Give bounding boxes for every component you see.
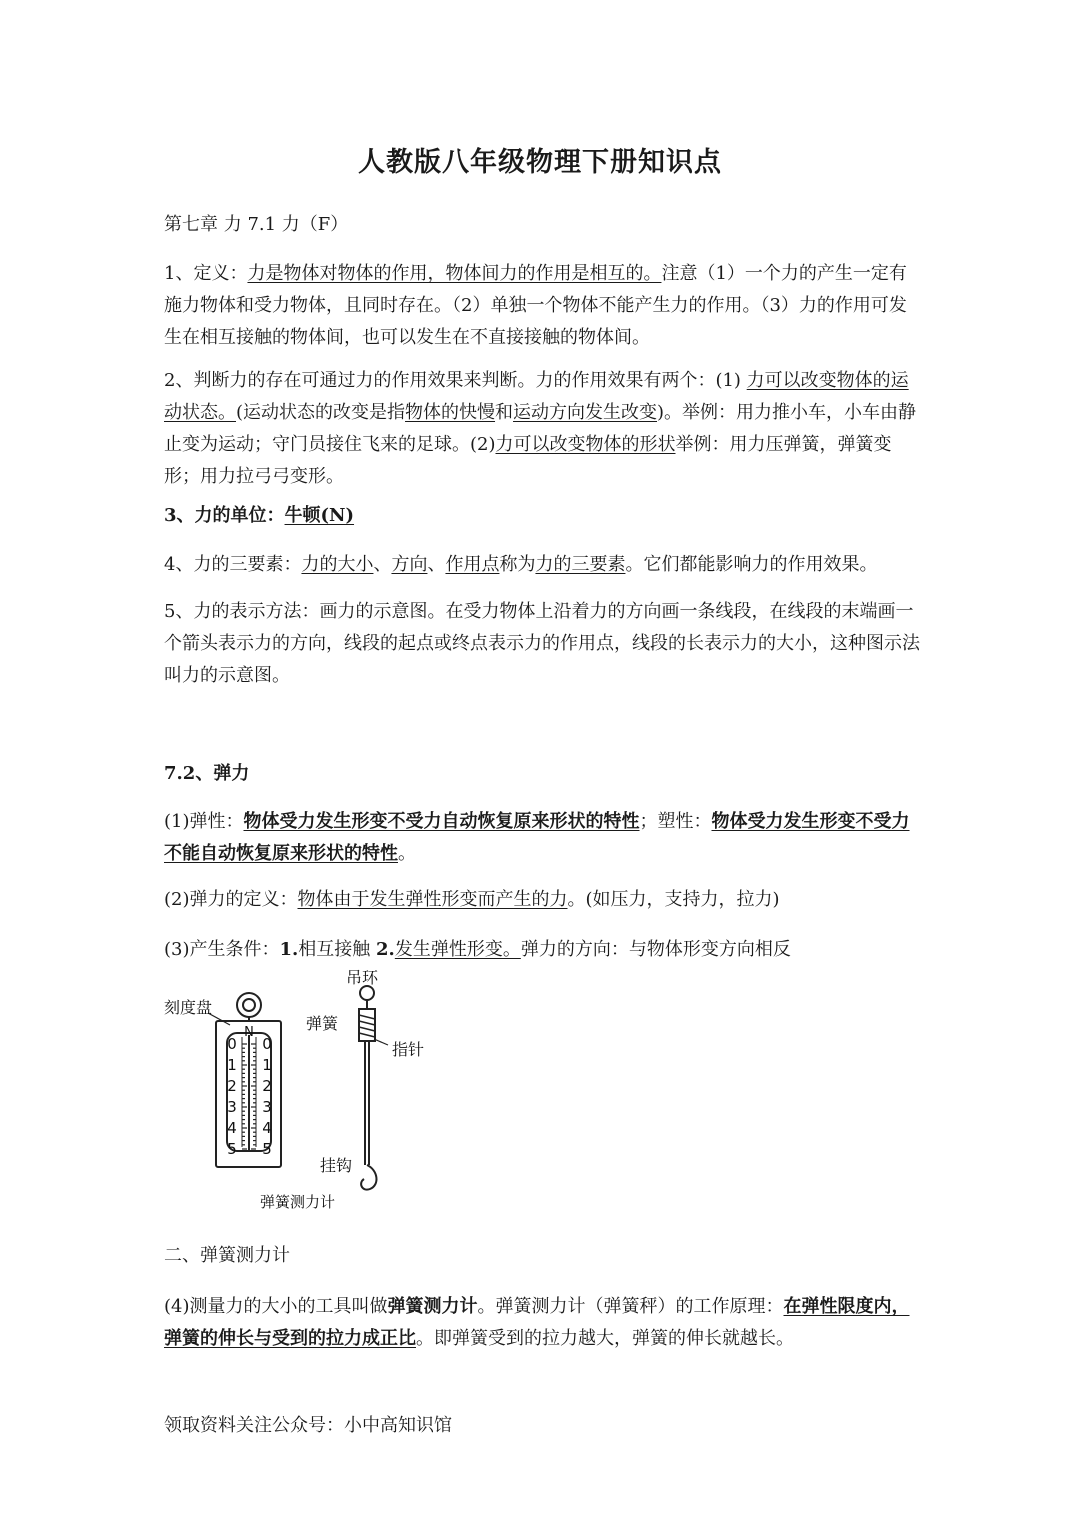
document-title: 人教版八年级物理下册知识点 — [358, 147, 722, 178]
footer-note: 领取资料关注公众号：小中高知识馆 — [164, 1415, 452, 1436]
section-heading-spring-scale: 二、弹簧测力计 — [164, 1245, 290, 1266]
scale-right-2: 2 — [262, 1077, 272, 1095]
paragraph-elastic-force-definition: (2)弹力的定义：物体由于发生弹性形变而产生的力。(如压力，支持力，拉力) — [164, 889, 780, 910]
paragraph-elasticity: (1)弹性：物体受力发生形变不受力自动恢复原来形状的特性；塑性：物体受力发生形变不受力不能自动恢复原来形状的特性。 — [164, 811, 910, 864]
spring-label: 弹簧 — [306, 1014, 339, 1033]
figure-caption: 弹簧测力计 — [260, 1193, 336, 1211]
paragraph-force-effects: 2、判断力的存在可通过力的作用效果来判断。力的作用效果有两个：(1) 力可以改变物体的运动状态。(运动状态的改变是指物体的快慢和运动方向发生改变)。举例：用力推小车，小车由静止变为运动；守门员接住飞来的足球。(2)力可以改变物体的形状举例：用力压弹簧，弹簧变形；用力拉弓弓变形。 — [164, 370, 917, 487]
pointer-label: 指针 — [392, 1040, 425, 1059]
scale-right-3: 3 — [262, 1098, 272, 1116]
scale-right-4: 4 — [262, 1119, 272, 1137]
dial-unit-label: N — [244, 1025, 254, 1040]
paragraph-force-unit: 3、力的单位：牛顿(N) — [164, 505, 355, 526]
scale-left-0: 0 — [227, 1035, 237, 1053]
dial-scale-left-numbers — [227, 1035, 237, 1158]
pointer-leader-line — [374, 1039, 388, 1045]
dial-label: 刻度盘 — [164, 998, 213, 1017]
spring-mechanism-drawing — [359, 986, 376, 1190]
ring-label: 吊环 — [346, 968, 379, 987]
scale-right-1: 1 — [262, 1056, 272, 1074]
scale-left-1: 1 — [227, 1056, 237, 1074]
scale-left-2: 2 — [227, 1077, 237, 1095]
scale-right-5: 5 — [262, 1140, 272, 1158]
scale-left-5: 5 — [227, 1140, 237, 1158]
section-heading-elastic-force: 7.2、弹力 — [164, 763, 250, 784]
spring-scale-figure — [150, 965, 450, 1225]
hook-label: 挂钩 — [320, 1156, 353, 1175]
paragraph-definition: 1、定义：力是物体对物体的作用，物体间力的作用是相互的。注意（1）一个力的产生一定有施力物体和受力物体，且同时存在。（2）单独一个物体不能产生力的作用。（3）力的作用可发生在相互接触的物体间，也可以发生在不直接接触的物体间。 — [164, 263, 907, 348]
paragraph-conditions: (3)产生条件：1.相互接触 2.发生弹性形变。弹力的方向：与物体形变方向相反 — [164, 939, 791, 960]
scale-left-3: 3 — [227, 1098, 237, 1116]
chapter-heading: 第七章 力 7.1 力（F） — [164, 214, 349, 235]
scale-left-4: 4 — [227, 1119, 237, 1137]
paragraph-three-elements: 4、力的三要素：力的大小、方向、作用点称为力的三要素。它们都能影响力的作用效果。 — [164, 554, 878, 575]
paragraph-spring-scale-principle: (4)测量力的大小的工具叫做弹簧测力计。弹簧测力计（弹簧秤）的工作原理：在弹性限度内，弹簧的伸长与受到的拉力成正比。即弹簧受到的拉力越大，弹簧的伸长就越长。 — [164, 1296, 910, 1349]
scale-right-0: 0 — [262, 1035, 272, 1053]
paragraph-force-diagram: 5、力的表示方法：画力的示意图。在受力物体上沿着力的方向画一条线段，在线段的末端画一个箭头表示力的方向，线段的起点或终点表示力的作用点，线段的长表示力的大小，这种图示法叫力的示意图。 — [164, 601, 920, 686]
